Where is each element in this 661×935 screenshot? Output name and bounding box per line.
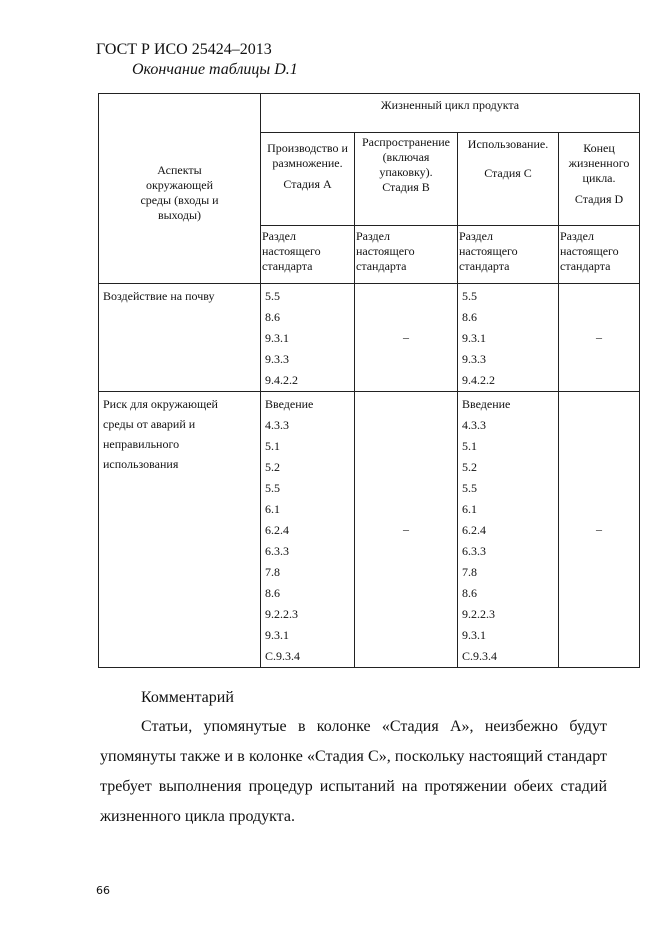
row-stage-b-dash: – xyxy=(355,284,458,392)
document-standard-header: ГОСТ Р ИСО 25424–2013 xyxy=(96,41,272,58)
stage-c-code: Стадия C xyxy=(484,166,532,180)
comment-title: Комментарий xyxy=(141,689,234,706)
stage-b-code: Стадия B xyxy=(382,180,430,194)
stage-d-header xyxy=(559,133,640,226)
table-row xyxy=(99,392,640,668)
section-label-c: Раздел настоящего стандарта xyxy=(458,226,559,284)
stage-c-name: Использование. xyxy=(467,137,549,151)
stage-d-name: Конец жизненного цикла. xyxy=(568,141,630,185)
row-aspect-label: Воздействие на почву xyxy=(99,284,261,392)
row-stage-d-dash: – xyxy=(559,392,640,668)
row-stage-a-values: Введение 4.3.3 5.1 5.2 5.5 6.1 6.2.4 6.3.3 7.8 8.6 9.2.2.3 9.3.1 C.9.3.4 xyxy=(261,392,355,668)
table-row xyxy=(99,284,640,392)
lifecycle-table xyxy=(98,93,640,668)
row-stage-c-values: Введение 4.3.3 5.1 5.2 5.5 6.1 6.2.4 6.3.3 7.8 8.6 9.2.2.3 9.3.1 C.9.3.4 xyxy=(458,392,559,668)
section-label-b: Раздел настоящего стандарта xyxy=(355,226,458,284)
table-continuation-caption: Окончание таблицы D.1 xyxy=(132,61,298,78)
page-number: 66 xyxy=(96,884,110,897)
row-stage-d-dash: – xyxy=(559,284,640,392)
stage-d-code: Стадия D xyxy=(574,192,624,206)
stage-c-header xyxy=(458,133,559,226)
comment-body: Статьи, упомянутые в колонке «Стадия А», неизбежно будут упомянуты также и в колонке «Стадия С», поскольку настоящий стандарт требует выполнения процедур испытаний на протяжении обеих стадий жизненного цикла продукта. xyxy=(100,718,607,825)
stage-a-code: Стадия A xyxy=(283,177,332,191)
row-stage-c-values: 5.5 8.6 9.3.1 9.3.3 9.4.2.2 xyxy=(458,284,559,392)
row-stage-a-values: 5.5 8.6 9.3.1 9.3.3 9.4.2.2 xyxy=(261,284,355,392)
stage-a-name: Производство и размножение. xyxy=(267,141,348,170)
stage-b-name: Распространение (включая упаковку). xyxy=(361,135,450,179)
aspects-header-text: Аспекты окружающей среды (входы и выходы) xyxy=(140,162,219,222)
aspects-header-cell xyxy=(99,94,261,284)
section-label-d: Раздел настоящего стандарта xyxy=(559,226,640,284)
stage-a-header xyxy=(261,133,355,226)
stage-b-header xyxy=(355,133,458,226)
section-label-a: Раздел настоящего стандарта xyxy=(261,226,355,284)
row-stage-b-dash: – xyxy=(355,392,458,668)
lifecycle-header: Жизненный цикл продукта xyxy=(261,94,640,133)
row-aspect-label: Риск для окружающей среды от аварий и неправильного использования xyxy=(99,392,261,668)
